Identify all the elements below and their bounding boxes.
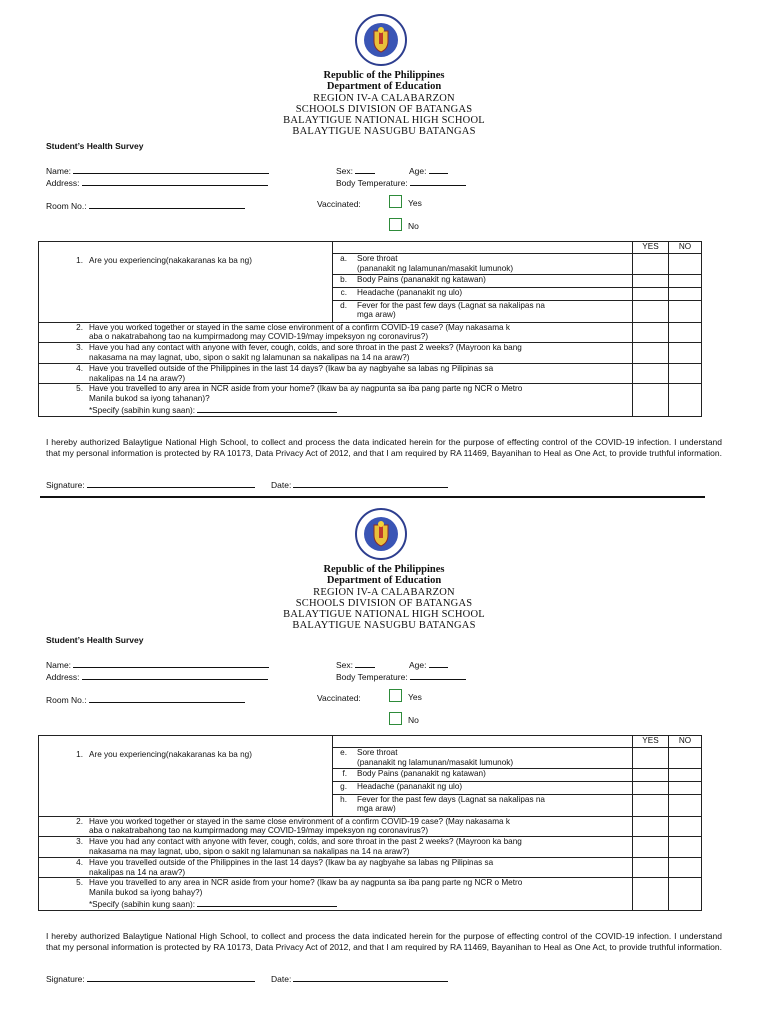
specify-label: *Specify (sabihin kung saan): <box>89 899 196 909</box>
question-text-2: Manila bukod sa iyong tahanan)? <box>89 394 210 404</box>
symptom-text-2: (pananakit ng lalamunan/masakit lumunok) <box>357 757 514 767</box>
no-answer-cell[interactable] <box>669 816 702 837</box>
q1-number: 1. <box>76 750 83 759</box>
vaccinated-yes-checkbox[interactable] <box>389 195 402 208</box>
health-survey-form-1 <box>0 0 768 493</box>
symptom-cell <box>333 274 633 287</box>
yes-answer-cell[interactable] <box>633 748 669 769</box>
sex-field[interactable] <box>336 165 375 176</box>
vaccinated-no-label: No <box>408 715 419 725</box>
symptom-text: Fever for the past few days (Lagnat sa nakalipas na <box>357 300 545 310</box>
q1-number: 1. <box>76 256 83 265</box>
sex-field[interactable] <box>336 659 375 670</box>
no-answer-cell[interactable] <box>669 794 702 816</box>
room-field[interactable] <box>46 694 245 705</box>
header-line-4: SCHOOLS DIVISION OF BATANGAS <box>295 103 473 115</box>
age-field[interactable] <box>409 165 448 176</box>
symptom-letter: d. <box>340 300 347 310</box>
letterhead <box>0 70 768 138</box>
question-cell <box>39 837 633 858</box>
yes-column-header: YES <box>633 736 669 748</box>
yes-answer-cell[interactable] <box>633 322 669 343</box>
question-row <box>39 343 702 364</box>
question-row <box>39 857 702 878</box>
address-field[interactable] <box>46 671 268 682</box>
header-line-3: REGION IV-A CALABARZON <box>313 586 455 598</box>
symptom-header-cell <box>333 242 633 254</box>
question-number: 2. <box>76 322 83 332</box>
symptom-cell <box>333 287 633 300</box>
header-line-5: BALAYTIGUE NATIONAL HIGH SCHOOL <box>283 115 485 127</box>
vaccinated-yes-label: Yes <box>408 692 422 702</box>
question-text: Have you had any contact with anyone with fever, cough, colds, and sore throat in the past 2 weeks? (Mayroon ka bang <box>89 343 522 353</box>
no-answer-cell[interactable] <box>669 254 702 275</box>
question-text: Have you had any contact with anyone with fever, cough, colds, and sore throat in the past 2 weeks? (Mayroon ka bang <box>89 837 522 847</box>
vaccinated-no-option[interactable] <box>389 218 419 231</box>
symptom-header-cell <box>333 736 633 748</box>
header-line-1: Republic of the Philippines <box>323 564 445 575</box>
vaccinated-no-checkbox[interactable] <box>389 218 402 231</box>
yes-answer-cell[interactable] <box>633 287 669 300</box>
symptom-text: Headache (pananakit ng ulo) <box>357 287 463 297</box>
sex-label: Sex: <box>336 660 354 670</box>
question-row <box>39 322 702 343</box>
question-text: Have you travelled to any area in NCR aside from your home? (Ikaw ba ay nagpunta sa iba pang parte ng NCR o Metro <box>89 878 523 888</box>
temperature-label: Body Temperature: <box>336 178 408 188</box>
no-column-header: NO <box>669 242 702 254</box>
symptom-text: Headache (pananakit ng ulo) <box>357 781 463 791</box>
symptom-text-2: mga araw) <box>357 804 396 814</box>
vaccinated-no-label: No <box>408 221 419 231</box>
question-cell <box>39 322 633 343</box>
vaccinated-yes-option[interactable] <box>389 195 422 208</box>
yes-answer-cell[interactable] <box>633 343 669 364</box>
date-field[interactable] <box>271 479 448 490</box>
name-input[interactable] <box>73 659 269 668</box>
date-input[interactable] <box>293 479 448 488</box>
q1-text: Are you experiencing(nakakaranas ka ba ng) <box>89 256 252 265</box>
temperature-input[interactable] <box>410 177 466 186</box>
vaccinated-no-checkbox[interactable] <box>389 712 402 725</box>
question-row <box>39 384 702 416</box>
symptom-letter: g. <box>340 781 347 791</box>
no-answer-cell[interactable] <box>669 781 702 794</box>
yes-answer-cell[interactable] <box>633 274 669 287</box>
no-column-header: NO <box>669 736 702 748</box>
signature-field[interactable] <box>46 973 255 984</box>
vaccinated-label: Vaccinated: <box>317 693 361 703</box>
room-label: Room No.: <box>46 695 87 705</box>
room-input[interactable] <box>89 200 245 209</box>
question-text-2: aba o nakatrabahong tao na kumpirmadong may COVID-19/may impeksyon ng coronavirus?) <box>89 332 429 342</box>
question-text-2: aba o nakatrabahong tao na kumpirmadong may COVID-19/may impeksyon ng coronavirus?) <box>89 826 429 836</box>
letterhead <box>0 564 768 632</box>
question-text-2: nakasama na may lagnat, ubo, sipon o sakit ng lalamunan sa nakalipas na 14 na araw?) <box>89 846 410 856</box>
address-field[interactable] <box>46 177 268 188</box>
symptom-questions-table <box>38 241 702 417</box>
symptom-text: Sore throat <box>357 254 398 263</box>
no-answer-cell[interactable] <box>669 363 702 384</box>
question-row <box>39 878 702 910</box>
specify-label: *Specify (sabihin kung saan): <box>89 405 196 415</box>
vaccinated-no-option[interactable] <box>389 712 419 725</box>
signature-input[interactable] <box>87 973 255 982</box>
yes-answer-cell[interactable] <box>633 363 669 384</box>
question-number: 5. <box>76 384 83 394</box>
no-answer-cell[interactable] <box>669 748 702 769</box>
question-number: 4. <box>76 857 83 867</box>
yes-answer-cell[interactable] <box>633 781 669 794</box>
question-number: 3. <box>76 343 83 353</box>
no-answer-cell[interactable] <box>669 768 702 781</box>
question-row <box>39 837 702 858</box>
no-answer-cell[interactable] <box>669 837 702 858</box>
question-number: 4. <box>76 363 83 373</box>
question-cell <box>39 857 633 878</box>
question-text-2: nakalipas na 14 na araw?) <box>89 373 186 383</box>
question-text-2: Manila bukod sa iyong bahay?) <box>89 888 203 898</box>
deped-seal-icon <box>344 508 418 560</box>
question-text: Have you worked together or stayed in the same close environment of a confirm COVID-19 case? (May nakasama k <box>89 322 510 332</box>
table-header-row <box>39 242 702 254</box>
age-input[interactable] <box>429 659 448 668</box>
q1-cell <box>39 736 333 817</box>
question-text-2: nakalipas na 14 na araw?) <box>89 867 186 877</box>
no-answer-cell[interactable] <box>669 287 702 300</box>
symptom-letter: f. <box>342 768 347 778</box>
yes-answer-cell[interactable] <box>633 816 669 837</box>
room-label: Room No.: <box>46 201 87 211</box>
vaccinated-yes-checkbox[interactable] <box>389 689 402 702</box>
temperature-field[interactable] <box>336 177 466 188</box>
age-input[interactable] <box>429 165 448 174</box>
symptom-letter: c. <box>340 287 347 297</box>
yes-answer-cell[interactable] <box>633 768 669 781</box>
yes-answer-cell[interactable] <box>633 837 669 858</box>
symptom-text-2: mga araw) <box>357 310 396 320</box>
symptom-cell <box>333 748 633 769</box>
question-text: Have you travelled outside of the Philippines in the last 14 days? (Ikaw ba ay nagbyahe sa labas ng Pilipinas sa <box>89 857 494 867</box>
header-line-2: Department of Education <box>326 81 442 93</box>
signature-field[interactable] <box>46 479 255 490</box>
symptom-letter: a. <box>340 254 347 263</box>
symptom-questions-table <box>38 735 702 911</box>
q1-text: Are you experiencing(nakakaranas ka ba ng) <box>89 750 252 759</box>
question-text: Have you travelled outside of the Philippines in the last 14 days? (Ikaw ba ay nagbyahe sa labas ng Pilipinas sa <box>89 363 494 373</box>
vaccinated-label: Vaccinated: <box>317 199 361 209</box>
symptom-letter: b. <box>340 274 347 284</box>
no-answer-cell[interactable] <box>669 300 702 322</box>
symptom-text-2: (pananakit ng lalamunan/masakit lumunok) <box>357 263 514 273</box>
question-text: Have you worked together or stayed in the same close environment of a confirm COVID-19 case? (May nakasama k <box>89 816 510 826</box>
sex-label: Sex: <box>336 166 354 176</box>
symptom-cell <box>333 254 633 275</box>
yes-answer-cell[interactable] <box>633 384 669 416</box>
temperature-field[interactable] <box>336 671 466 682</box>
yes-answer-cell[interactable] <box>633 794 669 816</box>
vaccinated-yes-label: Yes <box>408 198 422 208</box>
no-answer-cell[interactable] <box>669 322 702 343</box>
deped-seal-icon <box>344 14 418 66</box>
symptom-cell <box>333 781 633 794</box>
question-number: 2. <box>76 816 83 826</box>
health-survey-form-2 <box>0 494 768 987</box>
header-line-3: REGION IV-A CALABARZON <box>313 92 455 104</box>
no-answer-cell[interactable] <box>669 878 702 910</box>
question-text-2: nakasama na may lagnat, ubo, sipon o sakit ng lalamunan sa nakalipas na 14 na araw?) <box>89 352 410 362</box>
question-cell <box>39 363 633 384</box>
header-line-5: BALAYTIGUE NATIONAL HIGH SCHOOL <box>283 609 485 621</box>
question-cell <box>39 343 633 364</box>
form-title: Student’s Health Survey <box>46 141 144 151</box>
header-line-6: BALAYTIGUE NASUGBU BATANGAS <box>292 620 476 632</box>
specify-input[interactable] <box>197 404 337 413</box>
address-input[interactable] <box>82 177 268 186</box>
room-field[interactable] <box>46 200 245 211</box>
date-label: Date: <box>271 974 292 984</box>
signature-label: Signature: <box>46 480 85 490</box>
question-cell <box>39 384 633 416</box>
age-label: Age: <box>409 166 427 176</box>
symptom-cell <box>333 794 633 816</box>
symptom-letter: e. <box>340 748 347 757</box>
yes-column-header: YES <box>633 242 669 254</box>
symptom-text: Fever for the past few days (Lagnat sa nakalipas na <box>357 794 545 804</box>
table-header-row <box>39 736 702 748</box>
specify-input[interactable] <box>197 898 337 907</box>
question-number: 3. <box>76 837 83 847</box>
form-title: Student’s Health Survey <box>46 635 144 645</box>
name-field[interactable] <box>46 659 269 670</box>
sex-input[interactable] <box>355 659 375 668</box>
yes-answer-cell[interactable] <box>633 857 669 878</box>
symptom-text: Body Pains (pananakit ng katawan) <box>357 274 486 284</box>
date-field[interactable] <box>271 973 448 984</box>
name-label: Name: <box>46 660 72 670</box>
question-row <box>39 816 702 837</box>
no-answer-cell[interactable] <box>669 274 702 287</box>
temperature-input[interactable] <box>410 671 466 680</box>
header-line-1: Republic of the Philippines <box>323 70 445 81</box>
symptom-cell <box>333 768 633 781</box>
signature-input[interactable] <box>87 479 255 488</box>
no-answer-cell[interactable] <box>669 384 702 416</box>
question-cell <box>39 878 633 910</box>
name-field[interactable] <box>46 165 269 176</box>
temperature-label: Body Temperature: <box>336 672 408 682</box>
address-label: Address: <box>46 178 80 188</box>
age-field[interactable] <box>409 659 448 670</box>
name-label: Name: <box>46 166 72 176</box>
yes-answer-cell[interactable] <box>633 254 669 275</box>
question-number: 5. <box>76 878 83 888</box>
question-text: Have you travelled to any area in NCR aside from your home? (Ikaw ba ay nagpunta sa iba pang parte ng NCR o Metro <box>89 384 523 394</box>
name-input[interactable] <box>73 165 269 174</box>
q1-cell <box>39 242 333 323</box>
consent-statement: I hereby authorized Balaytigue National High School, to collect and process the data indicated herein for the purpose of effecting control of the COVID-19 infection. I understand that my personal information is protected by RA 10173, Data Privacy Act of 2012, and that I am required by RA 11469, Bayanihan to Heal as One Act, to provide truthful information. <box>46 931 722 953</box>
date-label: Date: <box>271 480 292 490</box>
date-input[interactable] <box>293 973 448 982</box>
address-input[interactable] <box>82 671 268 680</box>
sex-input[interactable] <box>355 165 375 174</box>
yes-answer-cell[interactable] <box>633 878 669 910</box>
symptom-cell <box>333 300 633 322</box>
no-answer-cell[interactable] <box>669 343 702 364</box>
no-answer-cell[interactable] <box>669 857 702 878</box>
vaccinated-yes-option[interactable] <box>389 689 422 702</box>
consent-statement: I hereby authorized Balaytigue National High School, to collect and process the data indicated herein for the purpose of effecting control of the COVID-19 infection. I understand that my personal information is protected by RA 10173, Data Privacy Act of 2012, and that I am required by RA 11469, Bayanihan to Heal as One Act, to provide truthful information. <box>46 437 722 459</box>
symptom-text: Sore throat <box>357 748 398 757</box>
room-input[interactable] <box>89 694 245 703</box>
yes-answer-cell[interactable] <box>633 300 669 322</box>
address-label: Address: <box>46 672 80 682</box>
header-line-6: BALAYTIGUE NASUGBU BATANGAS <box>292 126 476 138</box>
header-line-2: Department of Education <box>326 575 442 587</box>
symptom-letter: h. <box>340 794 347 804</box>
age-label: Age: <box>409 660 427 670</box>
question-cell <box>39 816 633 837</box>
symptom-text: Body Pains (pananakit ng katawan) <box>357 768 486 778</box>
signature-label: Signature: <box>46 974 85 984</box>
question-row <box>39 363 702 384</box>
header-line-4: SCHOOLS DIVISION OF BATANGAS <box>295 597 473 609</box>
